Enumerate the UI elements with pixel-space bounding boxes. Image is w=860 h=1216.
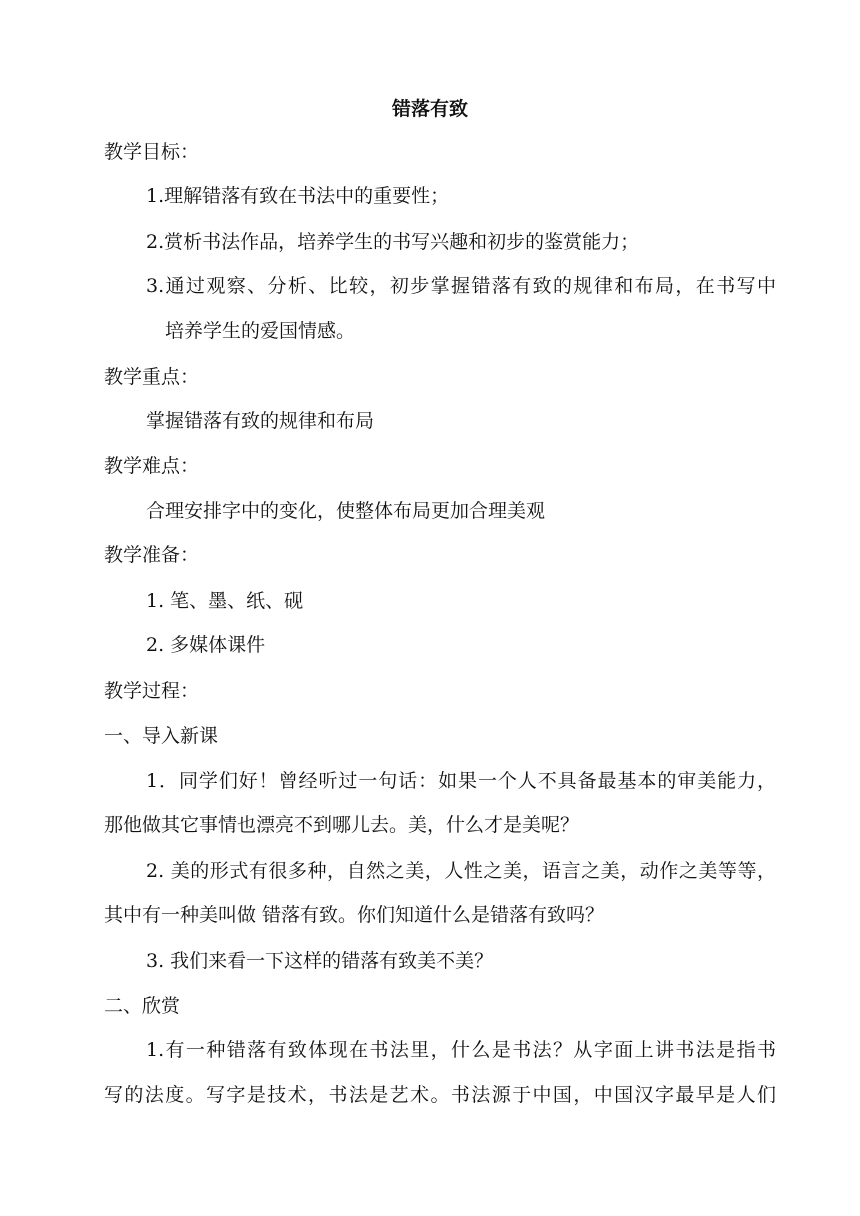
- section1-line: 2. 美的形式有很多种，自然之美，人性之美，语言之美，动作之美等等，: [146, 860, 776, 882]
- section2-heading: 二、欣赏: [104, 995, 181, 1017]
- key-point-text: 掌握错落有致的规律和布局: [146, 410, 375, 432]
- section2-line: 1.有一种错落有致体现在书法里，什么是书法？从字面上讲书法是指书: [146, 1039, 776, 1061]
- objective-item: 2.赏析书法作品，培养学生的书写兴趣和初步的鉴赏能力；: [146, 231, 640, 253]
- section1-line: 1．同学们好！曾经听过一句话：如果一个人不具备最基本的审美能力，: [146, 770, 776, 792]
- difficulty-heading: 教学难点：: [104, 455, 200, 477]
- key-point-heading: 教学重点：: [104, 366, 200, 388]
- preparation-item: 1. 笔、墨、纸、砚: [146, 590, 304, 612]
- section2-line: 写的法度。写字是技术，书法是艺术。书法源于中国，中国汉字最早是人们: [104, 1084, 776, 1106]
- preparation-heading: 教学准备：: [104, 544, 200, 566]
- objectives-heading: 教学目标：: [104, 141, 200, 163]
- document-title: 错落有致: [391, 98, 468, 120]
- section1-heading: 一、导入新课: [104, 725, 219, 747]
- section1-line: 那他做其它事情也漂亮不到哪儿去。美，什么才是美呢？: [104, 814, 580, 836]
- objective-item-continuation: 培养学生的爱国情感。: [165, 320, 356, 342]
- objective-item: 3.通过观察、分析、比较，初步掌握错落有致的规律和布局，在书写中: [146, 275, 776, 297]
- process-heading: 教学过程：: [104, 680, 200, 702]
- section1-line: 3. 我们来看一下这样的错落有致美不美？: [146, 950, 494, 972]
- preparation-item: 2. 多媒体课件: [146, 634, 266, 656]
- objective-item: 1.理解错落有致在书法中的重要性；: [146, 185, 450, 207]
- section1-line: 其中有一种美叫做 错落有致。你们知道什么是错落有致吗？: [104, 904, 605, 926]
- difficulty-text: 合理安排字中的变化，使整体布局更加合理美观: [146, 500, 546, 522]
